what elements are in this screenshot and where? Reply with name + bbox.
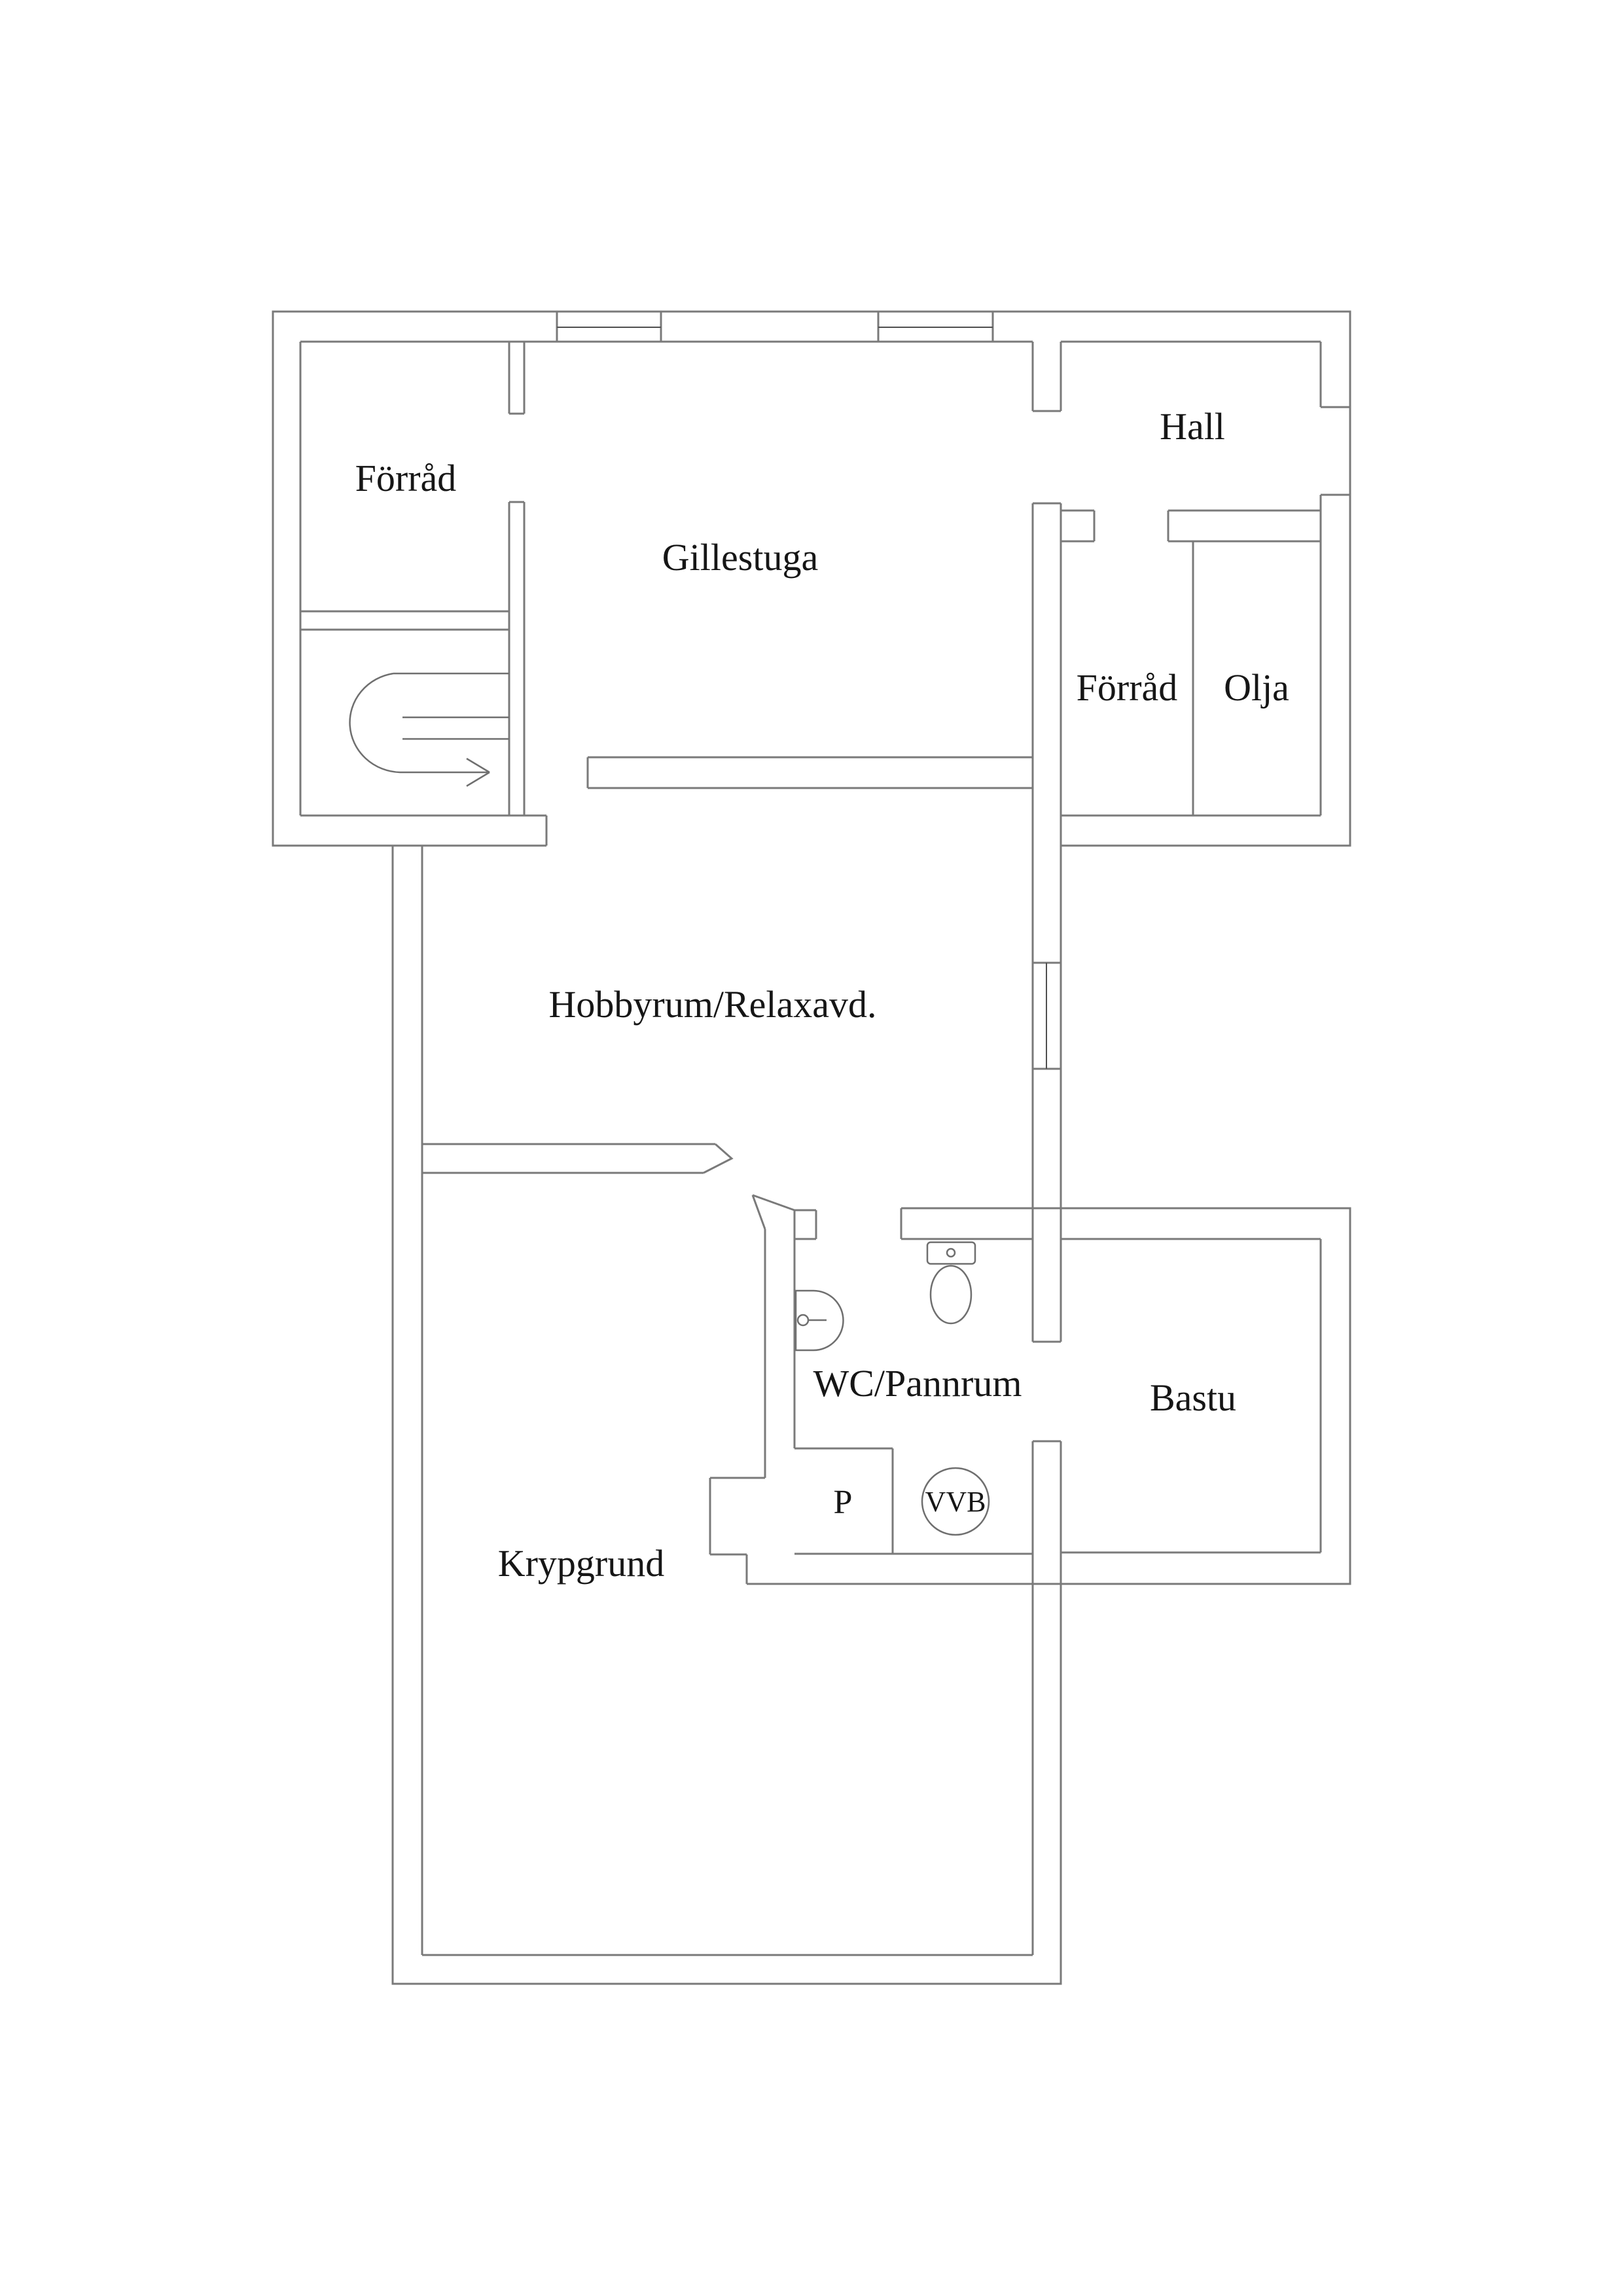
- toilet-icon: [927, 1242, 975, 1323]
- room-label-forrad-left: Förråd: [355, 457, 457, 499]
- sink-icon: [796, 1291, 844, 1350]
- room-label-hobbyrum: Hobbyrum/Relaxavd.: [548, 983, 877, 1026]
- room-label-bastu: Bastu: [1149, 1376, 1237, 1419]
- room-label-vvb: VVB: [925, 1486, 986, 1518]
- stairs-icon: [350, 673, 509, 786]
- room-label-pump: P: [833, 1484, 853, 1521]
- room-label-gillestuga: Gillestuga: [662, 536, 819, 579]
- room-label-hall: Hall: [1160, 405, 1225, 448]
- room-label-wc-pannrum: WC/Pannrum: [813, 1362, 1022, 1405]
- room-label-krypgrund: Krypgrund: [497, 1542, 665, 1585]
- room-label-olja: Olja: [1224, 666, 1289, 709]
- room-label-forrad-right: Förråd: [1076, 666, 1178, 709]
